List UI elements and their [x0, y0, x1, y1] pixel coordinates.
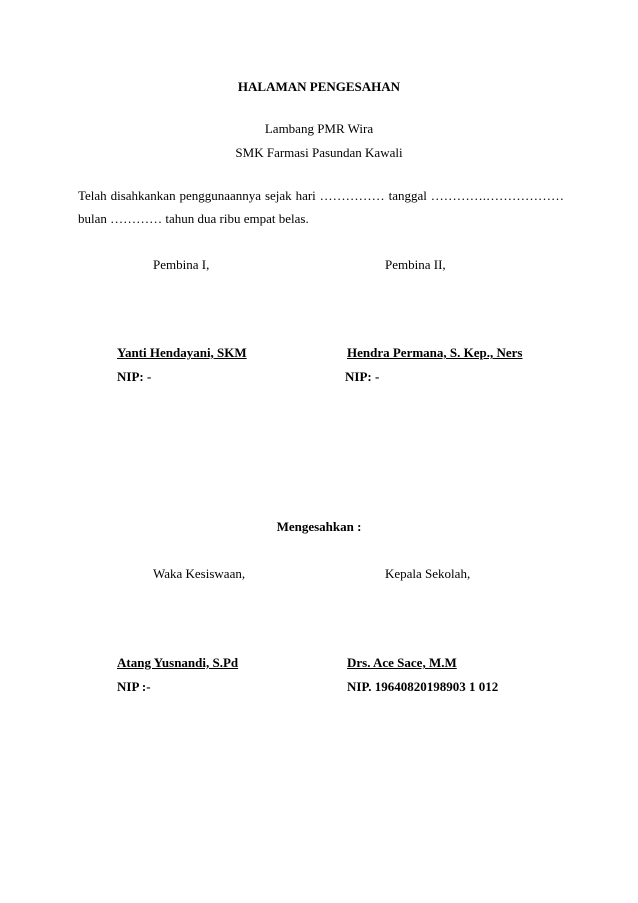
waka-kesiswaan-role: Waka Kesiswaan, [153, 566, 246, 581]
pembina-1-role: Pembina I, [153, 257, 210, 272]
page-title: HALAMAN PENGESAHAN [237, 79, 401, 94]
waka-kesiswaan-nip: NIP :- [117, 679, 151, 694]
waka-kesiswaan-name: Atang Yusnandi, S.Pd [117, 655, 239, 670]
subtitle-school: SMK Farmasi Pasundan Kawali [235, 145, 403, 160]
kepala-sekolah-nip: NIP. 19640820198903 1 012 [347, 679, 499, 694]
paragraph-line-2: bulan ………… tahun dua ribu empat belas. [78, 211, 309, 226]
pembina-2-name: Hendra Permana, S. Kep., Ners [347, 345, 523, 360]
kepala-sekolah-name: Drs. Ace Sace, M.M [347, 655, 457, 670]
pembina-1-name: Yanti Hendayani, SKM [117, 345, 247, 360]
paragraph-line-1: Telah disahkankan penggunaannya sejak hari …………… tanggal ………….……………… [78, 188, 564, 203]
mengesahkan-label: Mengesahkan : [276, 519, 362, 534]
kepala-sekolah-role: Kepala Sekolah, [385, 566, 471, 581]
pembina-2-nip: NIP: - [345, 369, 380, 384]
pembina-2-role: Pembina II, [385, 257, 446, 272]
pembina-1-nip: NIP: - [117, 369, 152, 384]
subtitle-organization: Lambang PMR Wira [264, 121, 374, 136]
